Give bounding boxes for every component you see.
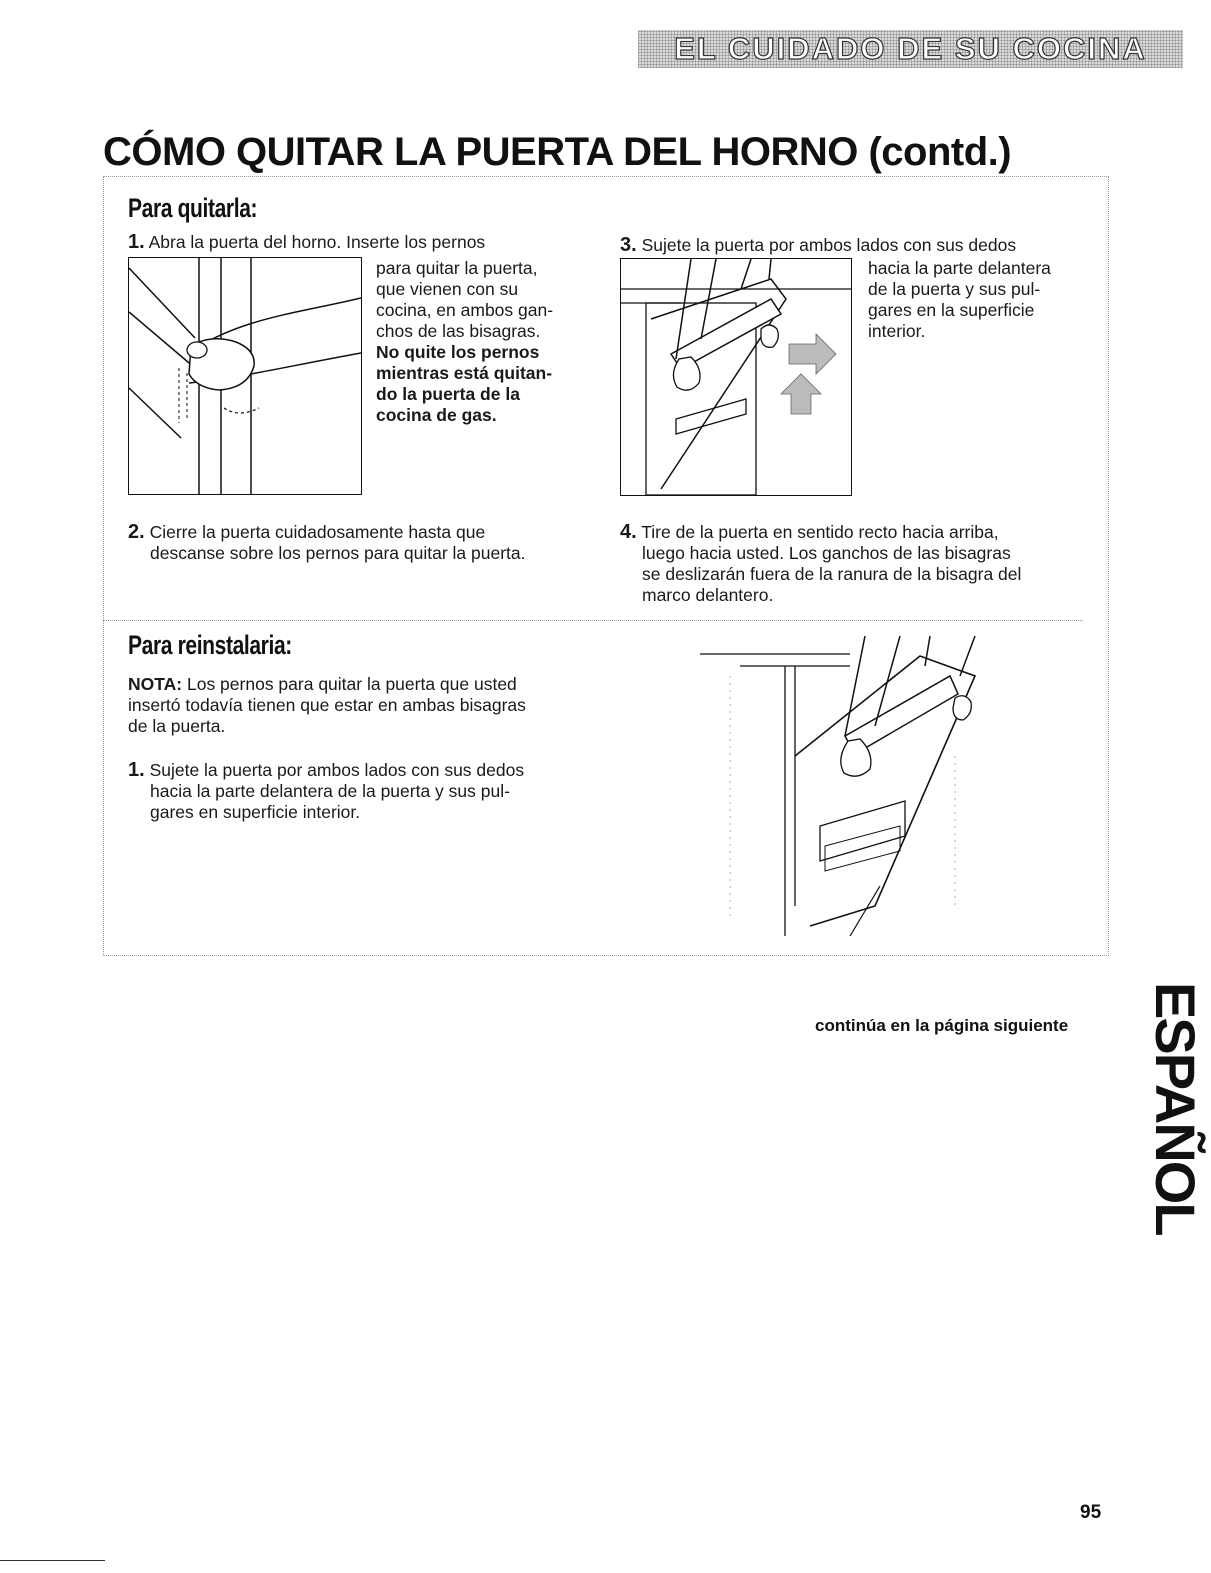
door-grip-illustration bbox=[620, 258, 852, 496]
section-header-title: EL CUIDADO DE SU COCINA bbox=[674, 31, 1147, 66]
page-title: CÓMO QUITAR LA PUERTA DEL HORNO (contd.) bbox=[103, 130, 1012, 174]
remove-heading: Para quitarla: bbox=[128, 193, 258, 223]
reinstall-note bbox=[128, 674, 526, 737]
text-line: que vienen con su bbox=[376, 279, 519, 299]
note-text: de la puerta. bbox=[128, 716, 226, 736]
step-text: se deslizarán fuera de la ranura de la bisagra del bbox=[642, 564, 1022, 584]
oven-door-reinstall-drawing bbox=[700, 636, 990, 936]
remove-step1-first-line bbox=[128, 232, 485, 253]
warning-line: mientras está quitan- bbox=[376, 363, 553, 383]
door-reinstall-illustration bbox=[700, 636, 990, 936]
step-number: 2. bbox=[128, 521, 145, 543]
section-header-band bbox=[638, 30, 1183, 68]
note-text: insertó todavía tienen que estar en ambas bisagras bbox=[128, 695, 526, 715]
text-line: hacia la parte delantera bbox=[868, 258, 1051, 278]
section-divider bbox=[103, 620, 1083, 621]
continue-note: continúa en la página siguiente bbox=[815, 1016, 1069, 1035]
step-text: luego hacia usted. Los ganchos de las bisagras bbox=[642, 543, 1011, 563]
remove-step3-wrap bbox=[868, 258, 1051, 342]
hinge-pin-illustration bbox=[128, 257, 362, 495]
step-text: Sujete la puerta por ambos lados con sus dedos bbox=[641, 235, 1017, 255]
step-text: Cierre la puerta cuidadosamente hasta que bbox=[149, 522, 486, 542]
warning-line: do la puerta de la bbox=[376, 384, 520, 404]
remove-step2 bbox=[128, 522, 526, 564]
step-text: gares en superficie interior. bbox=[150, 802, 361, 822]
page-edge-line bbox=[0, 1560, 105, 1561]
remove-step1-wrap bbox=[376, 258, 553, 426]
text-line: cocina, en ambos gan- bbox=[376, 300, 554, 320]
warning-line: No quite los pernos bbox=[376, 342, 540, 362]
step-number: 3. bbox=[620, 234, 637, 256]
warning-line: cocina de gas. bbox=[376, 405, 497, 425]
step-text: Sujete la puerta por ambos lados con sus dedos bbox=[149, 760, 525, 780]
remove-step3-first-line bbox=[620, 235, 1016, 256]
language-side-tab: ESPAÑOL bbox=[1144, 982, 1207, 1235]
step-text: marco delantero. bbox=[642, 585, 774, 605]
hinge-hand-drawing bbox=[129, 258, 361, 494]
reinstall-step1 bbox=[128, 760, 524, 823]
text-line: de la puerta y sus pul- bbox=[868, 279, 1041, 299]
text-line: interior. bbox=[868, 321, 926, 341]
text-line: para quitar la puerta, bbox=[376, 258, 538, 278]
note-text: Los pernos para quitar la puerta que usted bbox=[186, 674, 517, 694]
oven-door-drawing bbox=[621, 259, 851, 495]
text-line: gares en la superficie bbox=[868, 300, 1035, 320]
step-text: descanse sobre los pernos para quitar la puerta. bbox=[150, 543, 526, 563]
text-line: chos de las bisagras. bbox=[376, 321, 541, 341]
step-text: hacia la parte delantera de la puerta y sus pul- bbox=[150, 781, 510, 801]
remove-step4 bbox=[620, 522, 1021, 606]
step-number: 1. bbox=[128, 759, 145, 781]
note-label: NOTA: bbox=[128, 674, 183, 694]
step-text: Tire de la puerta en sentido recto hacia arriba, bbox=[641, 522, 999, 542]
page-number: 95 bbox=[1080, 1502, 1102, 1523]
step-number: 1. bbox=[128, 231, 145, 253]
reinstall-heading: Para reinstalaria: bbox=[128, 630, 292, 660]
step-text: Abra la puerta del horno. Inserte los pernos bbox=[148, 232, 486, 252]
step-number: 4. bbox=[620, 521, 637, 543]
